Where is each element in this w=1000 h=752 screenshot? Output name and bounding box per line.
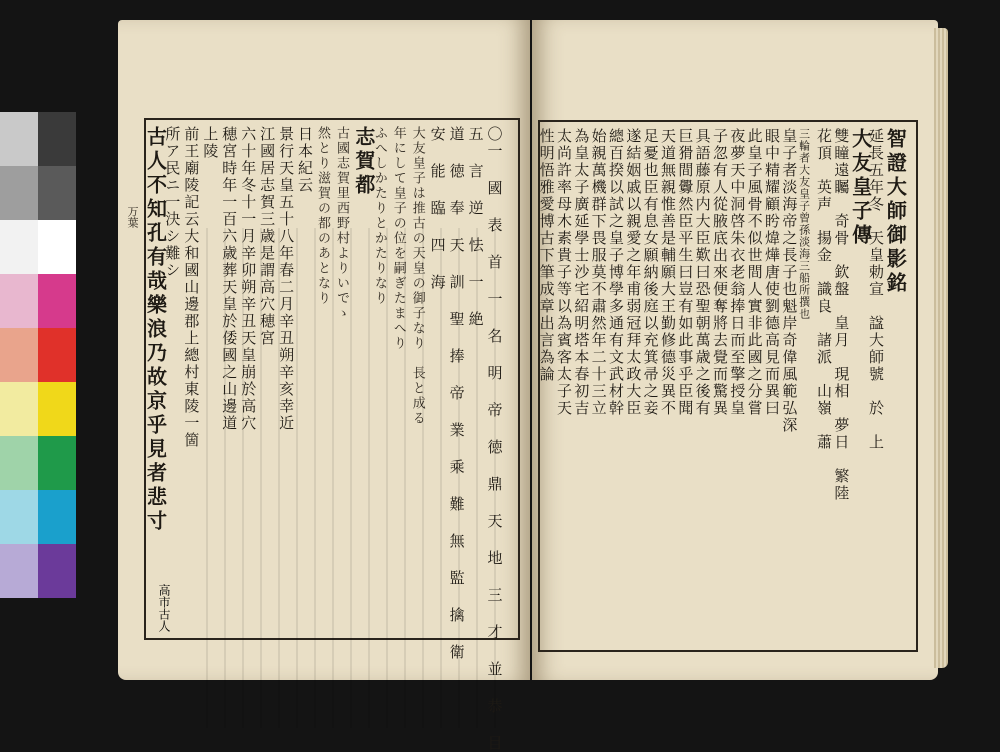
- text-column: 此皇子風骨不似世間人實非此國之分嘗: [745, 128, 764, 417]
- text-column: 子忽有人從腋底出來便奪將去覺而驚異: [711, 128, 729, 417]
- color-swatch: [0, 220, 38, 274]
- text-column: 足憂也臣有息女願納後庭以充箕帚之妾: [641, 128, 660, 417]
- text-column: 日本紀云: [296, 126, 315, 194]
- color-swatch: [38, 166, 76, 220]
- text-column: 具語藤原内大臣歎曰恐聖朝萬歳之後有: [693, 128, 712, 417]
- text-column: 花頂 英声 揚金 識良 諸派 山嶺 蕭: [815, 128, 833, 451]
- text-column: ふへしかたりとかたりなり: [371, 126, 387, 306]
- side-note: 万葉: [126, 206, 139, 228]
- text-column: 穂宮時年一百六歳葬天皇於倭國之山邊道: [220, 126, 239, 432]
- right-page: [532, 20, 938, 680]
- text-column: 〇一 國 表 首 一 名 明 帝 徳 鼎 天 地 三 才 並 恭 目: [485, 126, 504, 752]
- text-column: 所ア民ニ一決シ難シ: [163, 126, 182, 279]
- text-column: 為皇太子廣延學士沙宅紹明塔本春初吉: [572, 128, 591, 417]
- color-swatch: [0, 274, 38, 328]
- text-column: 安 能 臨 四 海: [428, 126, 447, 291]
- color-swatch: [38, 274, 76, 328]
- color-swatch: [38, 490, 76, 544]
- text-column: 太尚許率母木素貴子等以為賓客太子天: [555, 128, 573, 417]
- text-column: 延長五年冬 天皇勅宣 諡大師號 於 上: [867, 128, 885, 451]
- text-column: 大友皇子傳: [848, 128, 873, 248]
- text-column: 五 言 逆 怯 一 絶: [466, 126, 485, 328]
- text-column: 巨猾間釁然臣平生曰豈有如此事乎臣聞: [676, 128, 695, 417]
- color-swatch: [38, 436, 76, 490]
- text-column: 道 徳 奉 天 訓 聖 捧 帝 業 乘 難 無 監 擒 衛: [447, 126, 466, 661]
- color-swatch: [0, 328, 38, 382]
- color-swatch: [0, 436, 38, 490]
- left-page: [118, 20, 530, 752]
- text-column: 皇子者淡海帝之長子也魁岸奇偉風範弘深: [780, 128, 799, 434]
- color-swatch: [0, 490, 38, 544]
- text-column: 三輪者大友皇子曾孫淡海三船所撰也: [797, 128, 811, 320]
- text-column: 上陵: [201, 126, 220, 160]
- text-column: 大友皇子は推古の天皇の御子なり 長と成る: [409, 126, 425, 426]
- text-column: 志賀都: [351, 126, 376, 198]
- text-column: 然とり滋賀の都のあとなり: [315, 126, 330, 306]
- right-text-frame: [538, 120, 918, 652]
- text-column: 前王廟陵記云大和國山邊郡上總村東陵一箇: [182, 126, 201, 449]
- text-column: 遂結姻戚以親愛之年甫弱冠拜太政大臣: [624, 128, 643, 417]
- text-column: 總百揆以試之皇子博學多通有文武材幹: [607, 128, 625, 417]
- text-column: 江國居志賀三歳是謂高穴穂宮: [258, 126, 277, 347]
- text-column: 性明悟雅愛博古下筆成章出言為論: [537, 128, 556, 383]
- signature: 高市古人: [157, 584, 171, 632]
- color-swatch: [0, 112, 38, 166]
- color-swatch: [0, 544, 38, 598]
- color-swatch: [0, 382, 38, 436]
- text-column: 古國志賀里西野村よりいでゝ: [333, 126, 349, 321]
- text-column: 古人不知孔有哉樂浪乃故京乎見者悲寸: [143, 126, 168, 534]
- open-book: [118, 20, 948, 752]
- text-column: 天道無親惟善是輔願大王勤修德災異不: [659, 128, 677, 417]
- color-swatch: [38, 112, 76, 166]
- text-column: 年にして皇子の位を嗣ぎたまへり: [390, 126, 406, 351]
- color-swatch: [38, 220, 76, 274]
- left-text-frame: [143, 118, 520, 752]
- color-swatch: [0, 166, 38, 220]
- text-column: 六十年冬十一月辛卯朔辛丑天皇崩於高穴: [239, 126, 258, 432]
- text-column: 景行天皇五十八年春二月辛丑朔辛亥幸近: [277, 126, 296, 432]
- text-column: 夜夢天中洞啓朱衣老翁捧日而至擎授皇: [728, 128, 747, 417]
- color-swatch: [38, 328, 76, 382]
- page-edges: [934, 28, 948, 668]
- text-column: 眼中精耀顧盻煒燁唐使劉德高見而異曰: [763, 128, 781, 417]
- text-column: 智證大師御影銘: [883, 128, 908, 296]
- color-calibration-bar: [0, 112, 76, 600]
- color-swatch: [38, 544, 76, 598]
- color-swatch: [38, 382, 76, 436]
- text-column: 雙瞳遠矚 奇骨 欽盤 皇月 現相 夢日 繁陸: [832, 128, 851, 502]
- text-column: 始親萬機群下畏服莫不肅然年二十三立: [589, 128, 608, 417]
